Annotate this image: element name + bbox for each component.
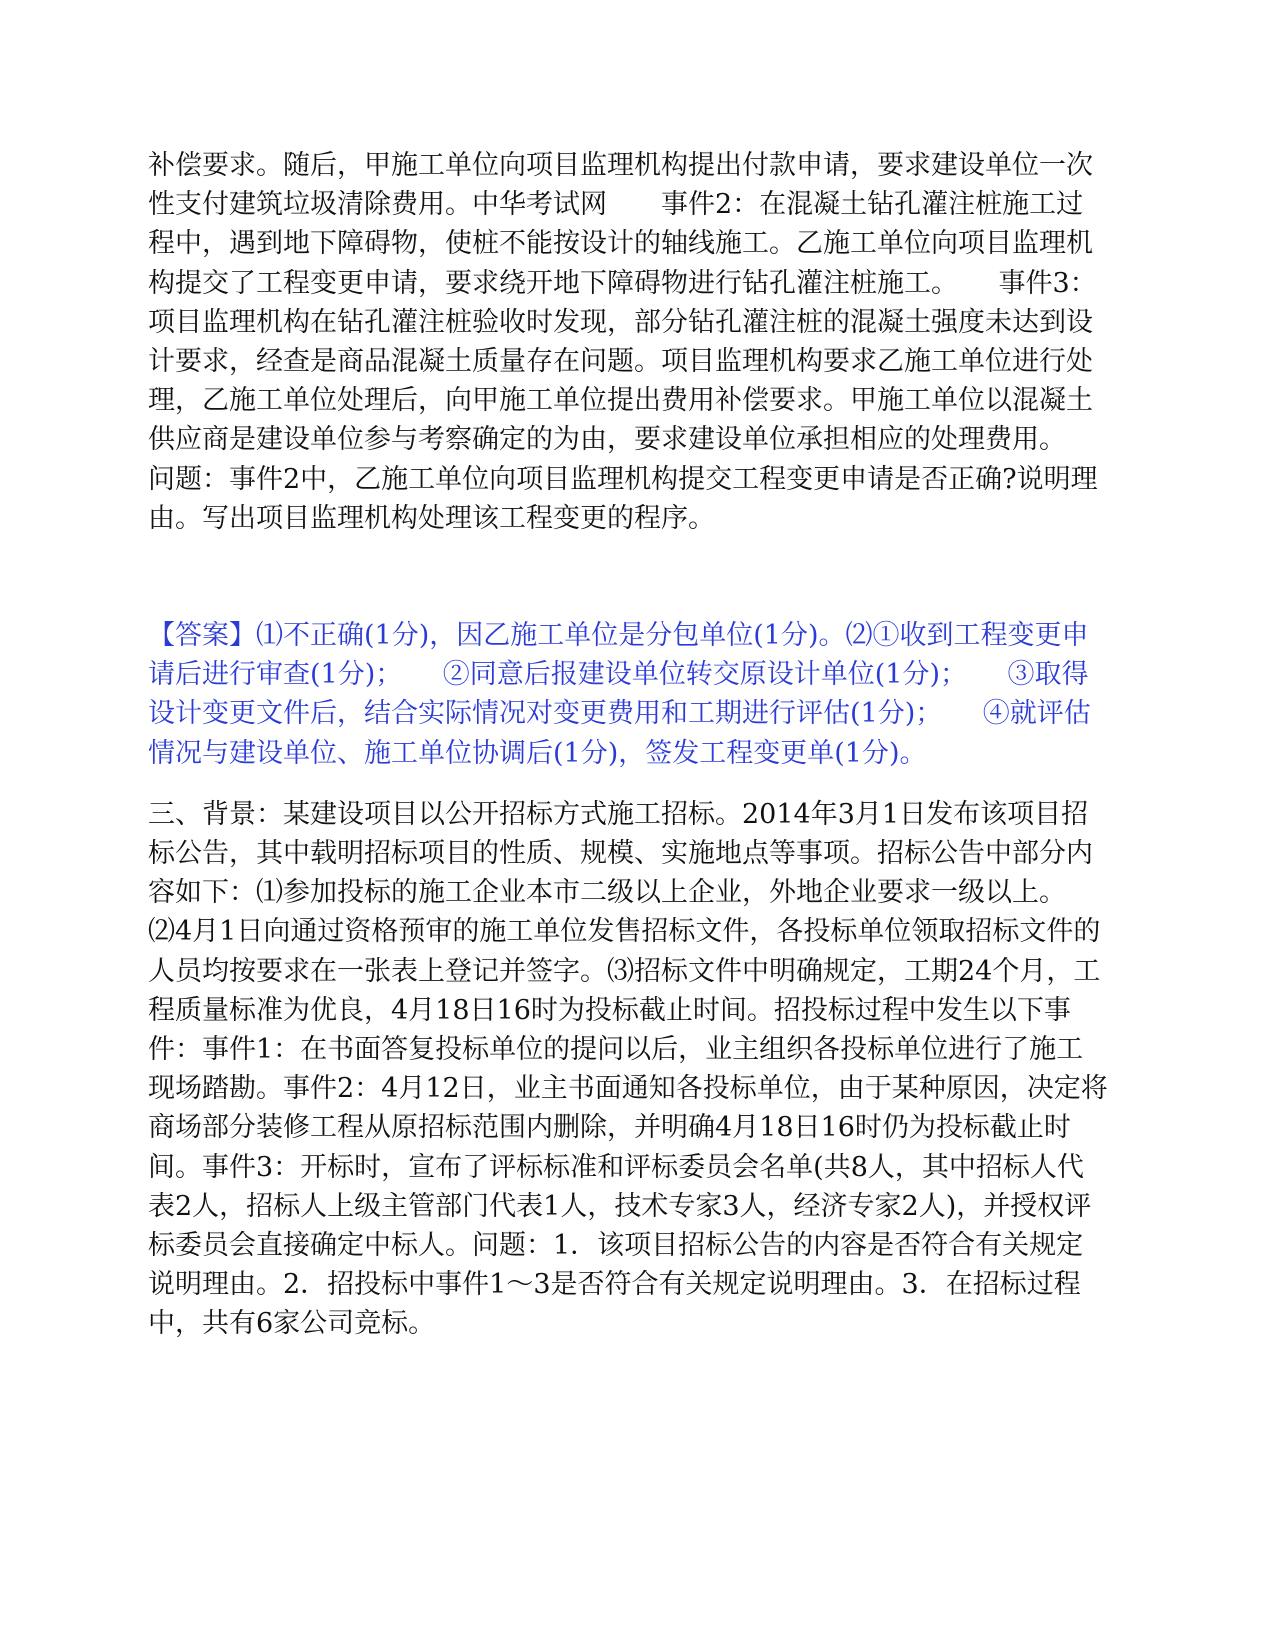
document-page <box>148 146 1108 1344</box>
background-paragraph: 三、背景：某建设项目以公开招标方式施工招标。2014年3月1日发布该项目招标公告，其中载明招标项目的性质、规模、实施地点等事项。招标公告中部分内容如下：⑴参加投标的施工企业本市二级以上企业，外地企业要求一级以上。⑵4月1日向通过资格预审的施工单位发售招标文件，各投标单位领取招标文件的人员均按要求在一张表上登记并签字。⑶招标文件中明确规定，工期24个月，工程质量标准为优良，4月18日16时为投标截止时间。招投标过程中发生以下事件：事件1：在书面答复投标单位的提问以后，业主组织各投标单位进行了施工现场踏勘。事件2：4月12日，业主书面通知各投标单位，由于某种原因，决定将商场部分装修工程从原招标范围内删除，并明确4月18日16时仍为投标截止时间。事件3：开标时，宣布了评标标准和评标委员会名单(共8人，其中招标人代表2人，招标人上级主管部门代表1人，技术专家3人，经济专家2人)，并授权评标委员会直接确定中标人。问题：1．该项目招标公告的内容是否符合有关规定说明理由。2．招投标中事件1～3是否符合有关规定说明理由。3．在招标过程中，共有6家公司竞标。 <box>148 798 1108 1340</box>
answer-paragraph: 【答案】⑴不正确(1分)，因乙施工单位是分包单位(1分)。⑵①收到工程变更申请后进行审查(1分)； ②同意后报建设单位转交原设计单位(1分)； ③取得设计变更文件后，结合实际情况对变更费用和工期进行评估(1分)； ④就评估情况与建设单位、施工单位协调后(1分)，签发工程变更单(1分)。 <box>148 620 1091 769</box>
question-paragraph: 补偿要求。随后，甲施工单位向项目监理机构提出付款申请，要求建设单位一次性支付建筑垃圾清除费用。中华考试网 事件2：在混凝土钻孔灌注桩施工过程中，遇到地下障碍物，使桩不能按设计的轴线施工。乙施工单位向项目监理机构提交了工程变更申请，要求绕开地下障碍物进行钻孔灌注桩施工。 事件3：项目监理机构在钻孔灌注桩验收时发现，部分钻孔灌注桩的混凝土强度未达到设计要求，经查是商品混凝土质量存在问题。项目监理机构要求乙施工单位进行处理，乙施工单位处理后，向甲施工单位提出费用补偿要求。甲施工单位以混凝土供应商是建设单位参与考察确定的为由，要求建设单位承担相应的处理费用。 问题：事件2中，乙施工单位向项目监理机构提交工程变更申请是否正确?说明理由。写出项目监理机构处理该工程变更的程序。 <box>148 150 1107 534</box>
